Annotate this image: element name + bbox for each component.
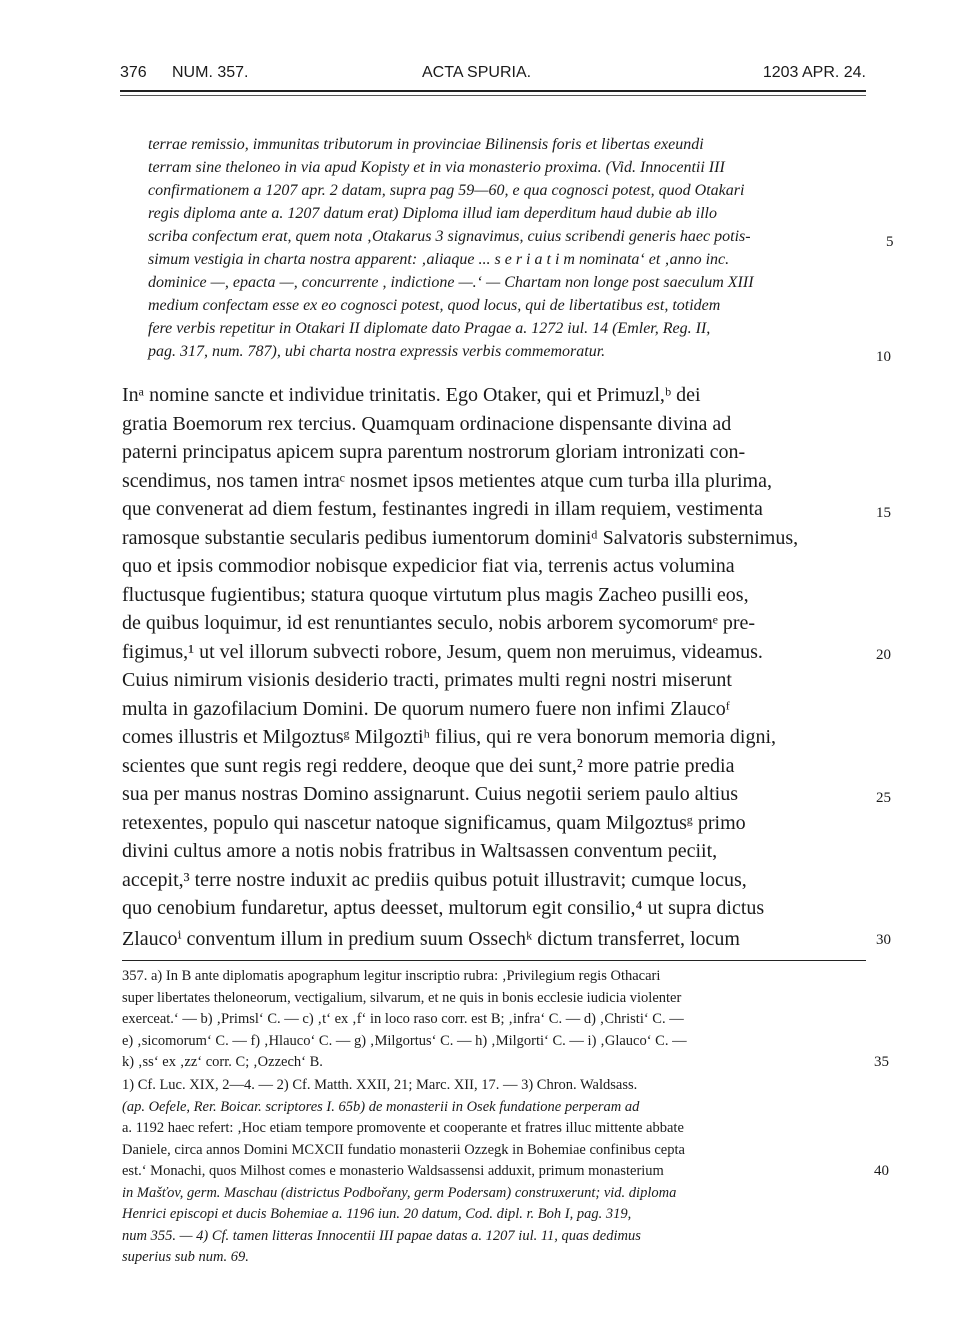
- charter-line: scientes que sunt regis regi reddere, deoque que dei sunt,² more patrie predia: [122, 754, 735, 777]
- intro-line: medium confectam esse ex eo cognosci potest, quod locus, qui de libertatibus est, totidem: [148, 297, 721, 314]
- charter-line: comes illustris et Milgoztusᵍ Milgoztiʰ filius, qui re vera bonorum memoria digni,: [122, 726, 777, 748]
- charter-line: que convenerat ad diem festum, festinantes ingredi in illam requiem, vestimenta: [122, 498, 763, 520]
- margin-line-number: 20: [876, 647, 891, 663]
- footnote-rule: [122, 960, 866, 961]
- footnote-line: superius sub num. 69.: [122, 1249, 249, 1265]
- charter-line: ramosque substantie secularis pedibus iumentorum dominiᵈ Salvatoris substernimus,: [122, 526, 799, 549]
- margin-line-number: 25: [876, 790, 891, 806]
- footnote-line: num 355. — 4) Cf. tamen litteras Innocentii III papae datas a. 1207 iul. 11, quas dedimus: [122, 1227, 641, 1244]
- intro-line: fere verbis repetitur in Otakari II diplomate dato Pragae a. 1272 iul. 14 (Emler, Reg. II,: [148, 320, 711, 337]
- header-rule-thick: [120, 90, 866, 92]
- charter-line: quo et ipsis commodior nobisque expedicior fiat via, terrenis actus volumina: [122, 555, 735, 577]
- charter-line: scendimus, nos tamen intraᶜ nosmet ipsos metientes atque cum turba illa plurima,: [122, 469, 772, 492]
- charter-line: retexentes, populo qui nascetur natoque significamus, quam Milgoztusᵍ primo: [122, 811, 746, 834]
- footnote-line: 357. a) In B ante diplomatis apographum legitur inscriptio rubra: ‚Privilegium regis Othacari: [122, 968, 661, 984]
- charter-line: gratia Boemorum rex tercius. Quamquam ordinacione dispensante divina ad: [122, 412, 732, 435]
- charter-line: accepit,³ terre nostre induxit ac prediis quibus potuit illustravit; cumque locus,: [122, 868, 747, 891]
- charter-line: de quibus loquimur, id est renuntiantes seculo, nobis arborem sycomorumᵉ pre-: [122, 612, 756, 634]
- charter-line: quo cenobium fundaretur, aptus deesset, multorum egit consilio,⁴ ut supra dictus: [122, 897, 765, 919]
- footnote-line: a. 1192 haec refert: ‚Hoc etiam tempore promovente et cooperante et fratres illuc mittente abbate: [122, 1120, 684, 1136]
- intro-commentary: [148, 136, 868, 376]
- document-number: NUM. 357.: [172, 64, 249, 81]
- charter-line: figimus,¹ ut vel illorum subvecti robore, Jesum, quem non meruimus, videamus.: [122, 640, 763, 663]
- intro-line: dominice —, epacta —, concurrente , indictione —.‘ — Chartam non longe post saeculum XIII: [148, 274, 754, 291]
- footnote-line: k) ‚ss‘ ex ‚zz‘ corr. C; ‚Ozzech‘ B.: [122, 1054, 323, 1070]
- footnote-line: (ap. Oefele, Rer. Boicar. scriptores I. 65b) de monasterii in Osek fundatione perperam ad: [122, 1098, 640, 1115]
- footnotes: [122, 968, 866, 1290]
- footnote-line: Daniele, circa annos Domini MCXCII fundatio monasterii Ozzegk in Bohemiae confinibus cepta: [122, 1141, 685, 1158]
- charter-text: [122, 384, 868, 954]
- footnote-line: Henrici episcopi et ducis Bohemiae a. 1196 iun. 20 datum, Cod. dipl. r. Boh I, pag. 319,: [122, 1206, 632, 1222]
- document-date: 1203 APR. 24.: [762, 64, 866, 81]
- running-header: [120, 64, 866, 86]
- charter-line: sua per manus nostras Domino assignarunt. Cuius negotii seriem paulo altius: [122, 783, 739, 805]
- intro-line: scriba confectum erat, quem nota ‚Otakarus 3 signavimus, cuius scribendi generis haec potis-: [148, 228, 751, 245]
- page-number: 376: [120, 64, 147, 81]
- footnote-line: super libertates theloneorum, vectigalium, silvarum, et ne quis in bonis ecclesie iudicia violenter: [122, 989, 682, 1006]
- charter-line: fluctusque fugientibus; statura quoque virtutum plus magis Zacheo pusilli eos,: [122, 583, 749, 606]
- charter-line: paterni principatus apicem supra parentum nostrorum gloriam intronizati con-: [122, 441, 746, 463]
- intro-line: simum vestigia in charta nostra apparent: ‚aliaque ... s e r i a t i m nominata‘ et ‚anno inc.: [148, 251, 730, 268]
- charter-line: Zlaucoⁱ conventum illum in predium suum Ossechᵏ dictum transferret, locum: [122, 927, 740, 950]
- margin-line-number: 40: [874, 1163, 889, 1179]
- footnote-line: in Mašťov, germ. Maschau (districtus Podbořany, germ Podersam) construxerunt; vid. diploma: [122, 1184, 677, 1201]
- charter-line: Cuius nimirum visionis desiderio tracti, primates multi regni nostri miserunt: [122, 669, 732, 691]
- margin-line-number: 10: [876, 349, 891, 365]
- charter-line: divini cultus amore a notis nobis fratribus in Waltsassen conventum peciit,: [122, 840, 718, 862]
- footnote-line: 1) Cf. Luc. XIX, 2—4. — 2) Cf. Matth. XXII, 21; Marc. XII, 17. — 3) Chron. Waldsass.: [122, 1077, 638, 1093]
- footnote-line: e) ‚sicomorum‘ C. — f) ‚Hlauco‘ C. — g) ‚Milgortus‘ C. — h) ‚Milgorti‘ C. — i) ‚Glauco‘ C. —: [122, 1032, 687, 1049]
- intro-line: confirmationem a 1207 apr. 2 datam, supra pag 59—60, e qua cognosci potest, quod Otakari: [148, 182, 745, 199]
- margin-line-number: 35: [874, 1054, 889, 1070]
- margin-line-number: 5: [886, 234, 894, 250]
- margin-line-number: 30: [876, 932, 891, 948]
- intro-line: terram sine theloneo in via apud Kopisty et in via monasterio proxima. (Vid. Innocentii III: [148, 159, 725, 176]
- intro-line: pag. 317, num. 787), ubi charta nostra expressis verbis commemoratur.: [148, 343, 606, 360]
- charter-line: multa in gazofilacium Domini. De quorum numero fuere non infimi Zlaucoᶠ: [122, 697, 730, 720]
- charter-line: Inᵃ nomine sancte et individue trinitatis. Ego Otaker, qui et Primuzl,ᵇ dei: [122, 384, 701, 406]
- header-rule-thin: [120, 95, 866, 96]
- intro-line: terrae remissio, immunitas tributorum in provinciae Bilinensis foris et libertas exeundi: [148, 136, 704, 153]
- footnote-line: exerceat.‘ — b) ‚Primsl‘ C. — c) ‚t‘ ex ‚f‘ in loco raso corr. est B; ‚infra‘ C. — d) ‚Christi‘ C. —: [122, 1011, 684, 1027]
- margin-line-number: 15: [876, 505, 891, 521]
- intro-line: regis diploma ante a. 1207 datum erat) Diploma illud iam deperditum haud dubie ab illo: [148, 205, 717, 222]
- section-title: ACTA SPURIA.: [422, 64, 532, 81]
- footnote-line: est.‘ Monachi, quos Milhost comes e monasterio Waldsassensi adduxit, primum monasterium: [122, 1163, 664, 1179]
